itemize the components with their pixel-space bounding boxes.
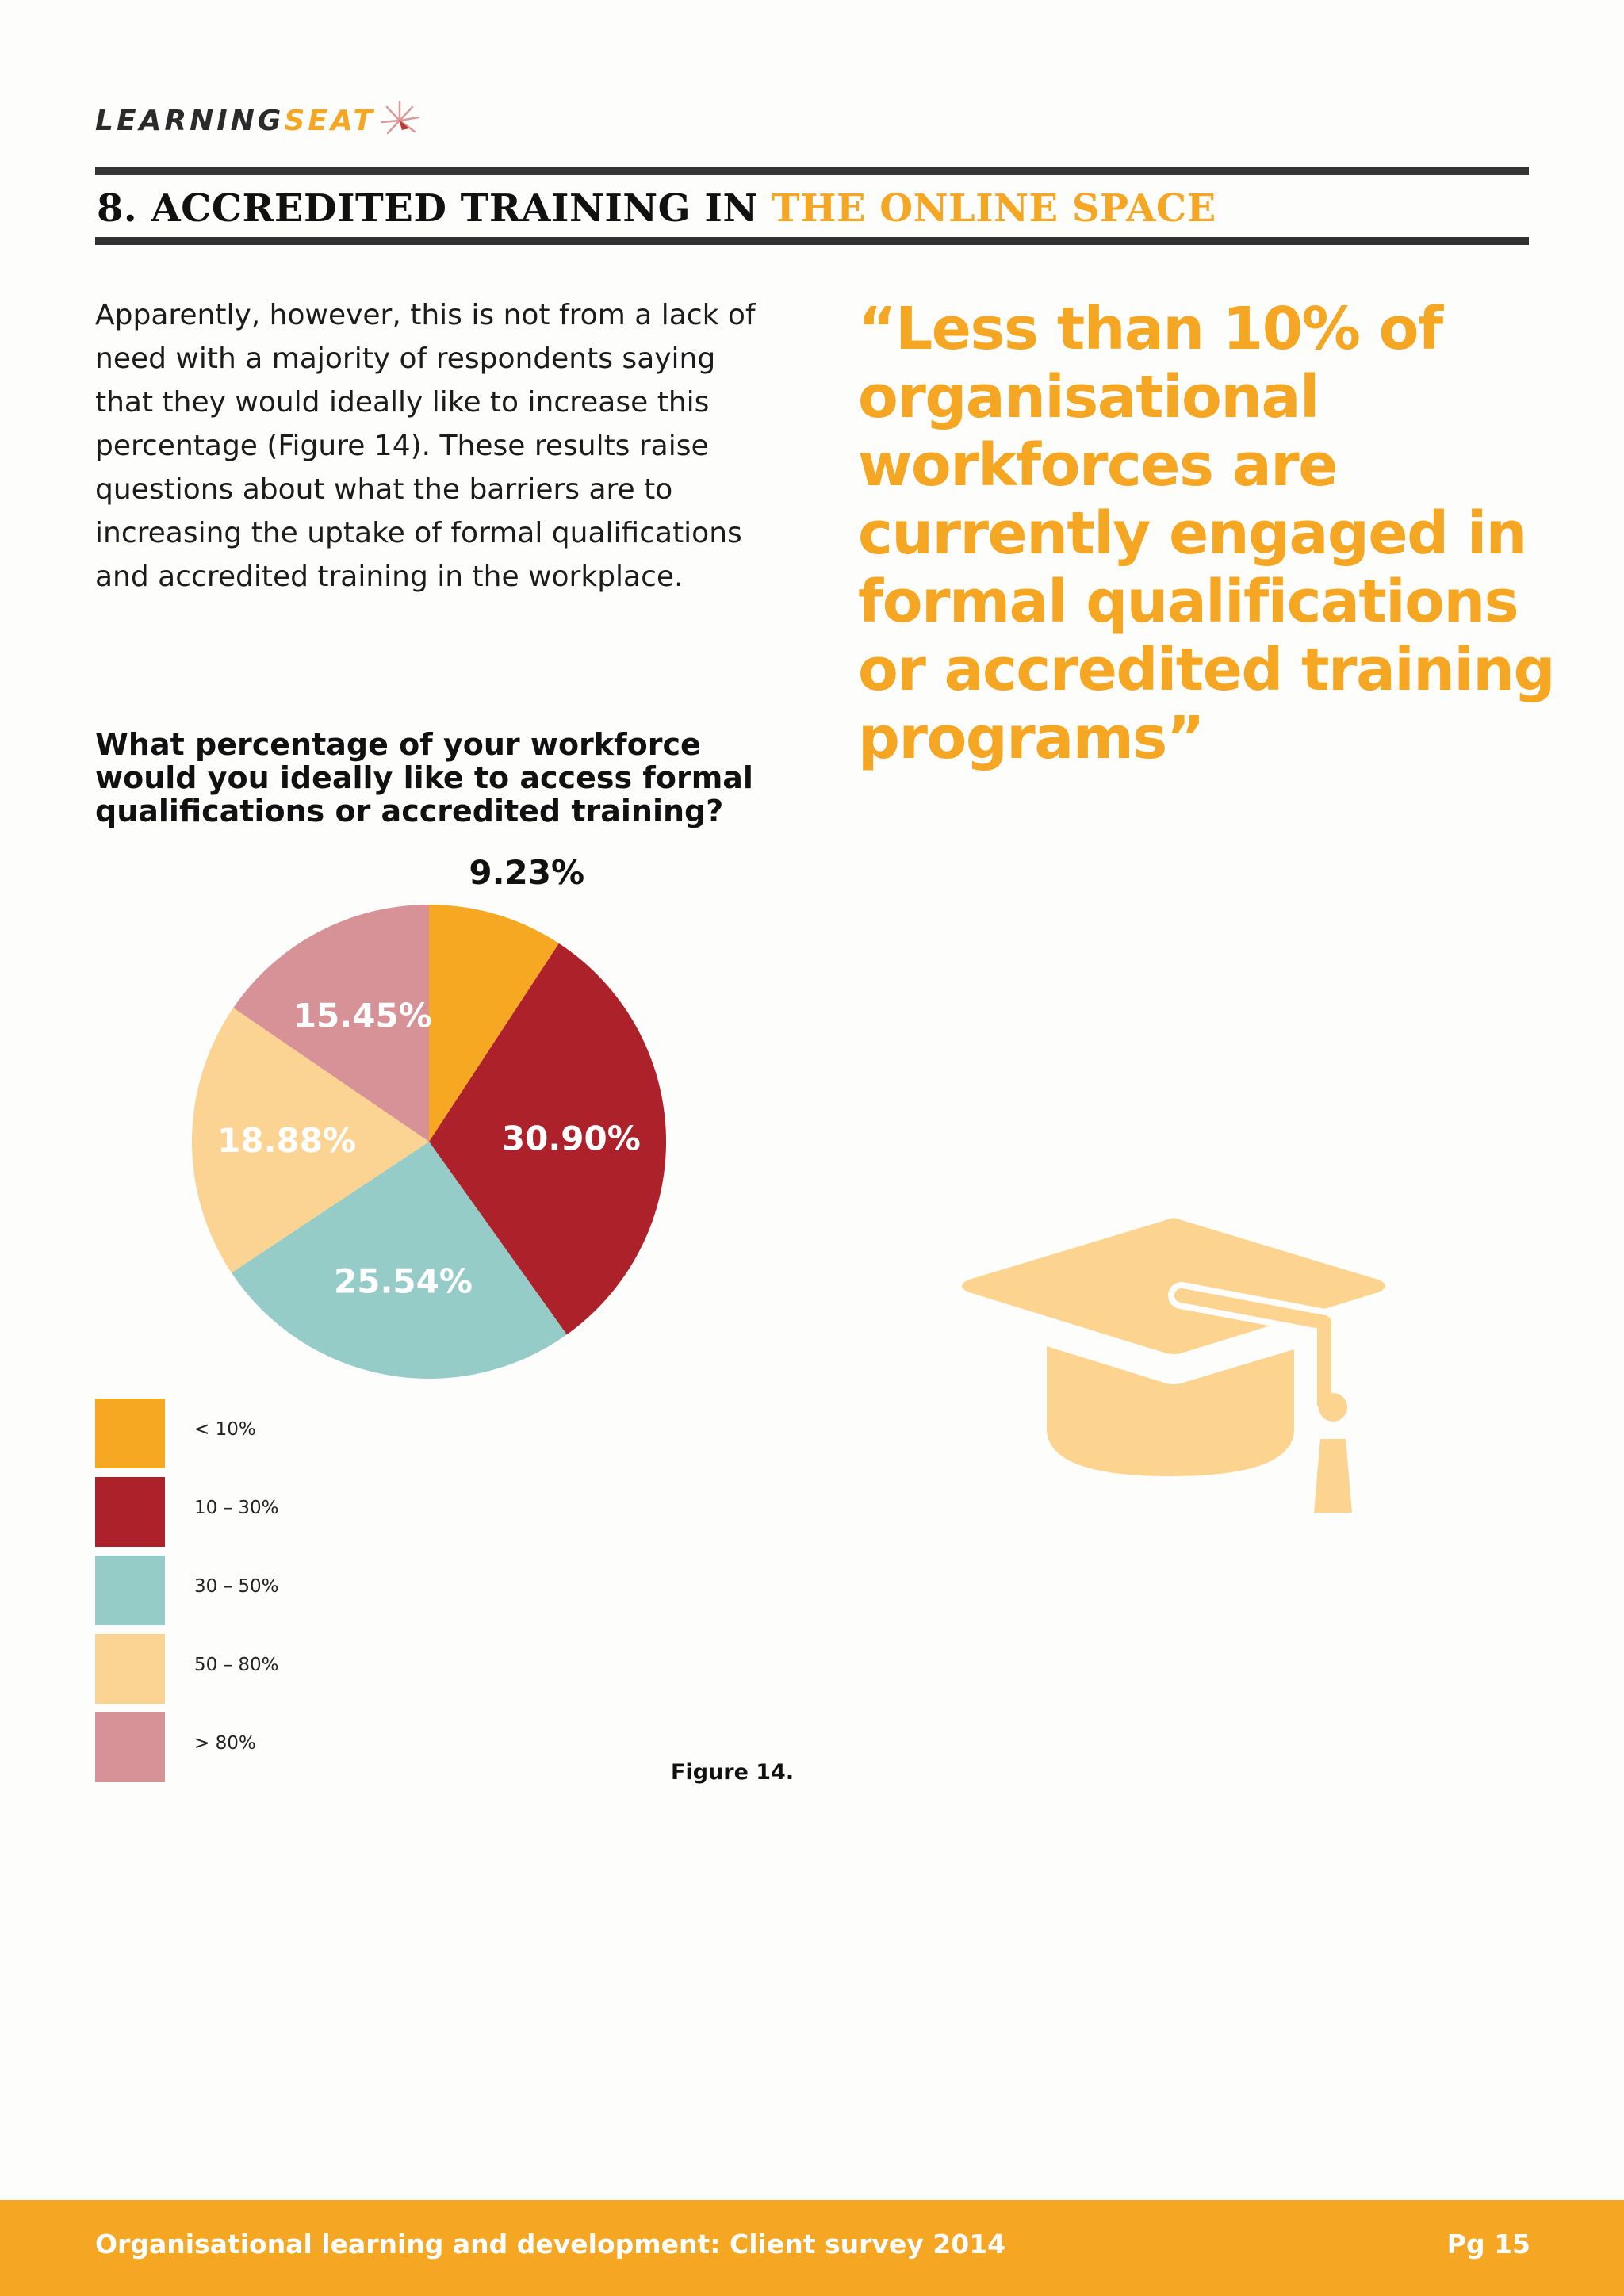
chart-title: What percentage of your workforce would you ideally like to access formal qualifications or accredited training?: [95, 727, 753, 828]
legend-swatch: [95, 1477, 165, 1547]
legend-item-30-50: [95, 1556, 492, 1625]
legend-label: 10 – 30%: [194, 1498, 279, 1518]
graduation-cap-icon: [952, 1213, 1396, 1530]
legend-label: 30 – 50%: [194, 1576, 279, 1597]
starburst-icon: [377, 100, 422, 141]
figure-caption: Figure 14.: [671, 1760, 795, 1785]
section-heading-main: 8. ACCREDITED TRAINING IN: [97, 186, 772, 231]
legend-item-50-80: [95, 1634, 492, 1704]
intro-paragraph: Apparently, however, this is not from a lack of need with a majority of respondents saying that they would ideally like to increase this percentage (Figure 14). These results raise questions about what the barriers are to increasing the uptake of formal qualifications and accredited training in the workplace.: [95, 299, 756, 593]
legend-item-under-10: [95, 1399, 492, 1468]
page-footer: [0, 2200, 1624, 2296]
logo-text-learning: LEARNING: [95, 104, 285, 137]
page-number: Pg 15: [1446, 2229, 1530, 2260]
legend-swatch: [95, 1399, 165, 1468]
legend-swatch: [95, 1556, 165, 1625]
legend-swatch: [95, 1712, 165, 1782]
pie-label-50-80: 18.88%: [217, 1120, 357, 1160]
legend-item-over-80: [95, 1712, 492, 1782]
logo-text: [95, 105, 376, 137]
legend-label: > 80%: [194, 1733, 256, 1754]
pie-label-over-80: 15.45%: [293, 996, 432, 1035]
learningseat-logo: [95, 100, 422, 141]
heading-rule-bottom: [95, 237, 1529, 245]
legend-label: 50 – 80%: [194, 1655, 279, 1675]
pie-chart: [159, 848, 714, 1387]
legend-swatch: [95, 1634, 165, 1704]
footer-title: Organisational learning and development: Client survey 2014: [95, 2229, 1006, 2260]
legend-label: < 10%: [194, 1419, 256, 1440]
legend-item-10-30: [95, 1477, 492, 1547]
pull-quote: “Less than 10% of organisational workforces are currently engaged in formal qualifications or accredited training programs”: [858, 295, 1554, 772]
pie-label-10-30: 30.90%: [501, 1119, 641, 1158]
pie-label-30-50: 25.54%: [334, 1261, 473, 1301]
heading-rule-top: [95, 167, 1529, 175]
pie-label-under-10: 9.23%: [469, 852, 585, 892]
logo-text-seat: SEAT: [284, 104, 376, 137]
section-heading-accent: THE ONLINE SPACE: [771, 186, 1216, 231]
section-heading: [97, 181, 1216, 236]
